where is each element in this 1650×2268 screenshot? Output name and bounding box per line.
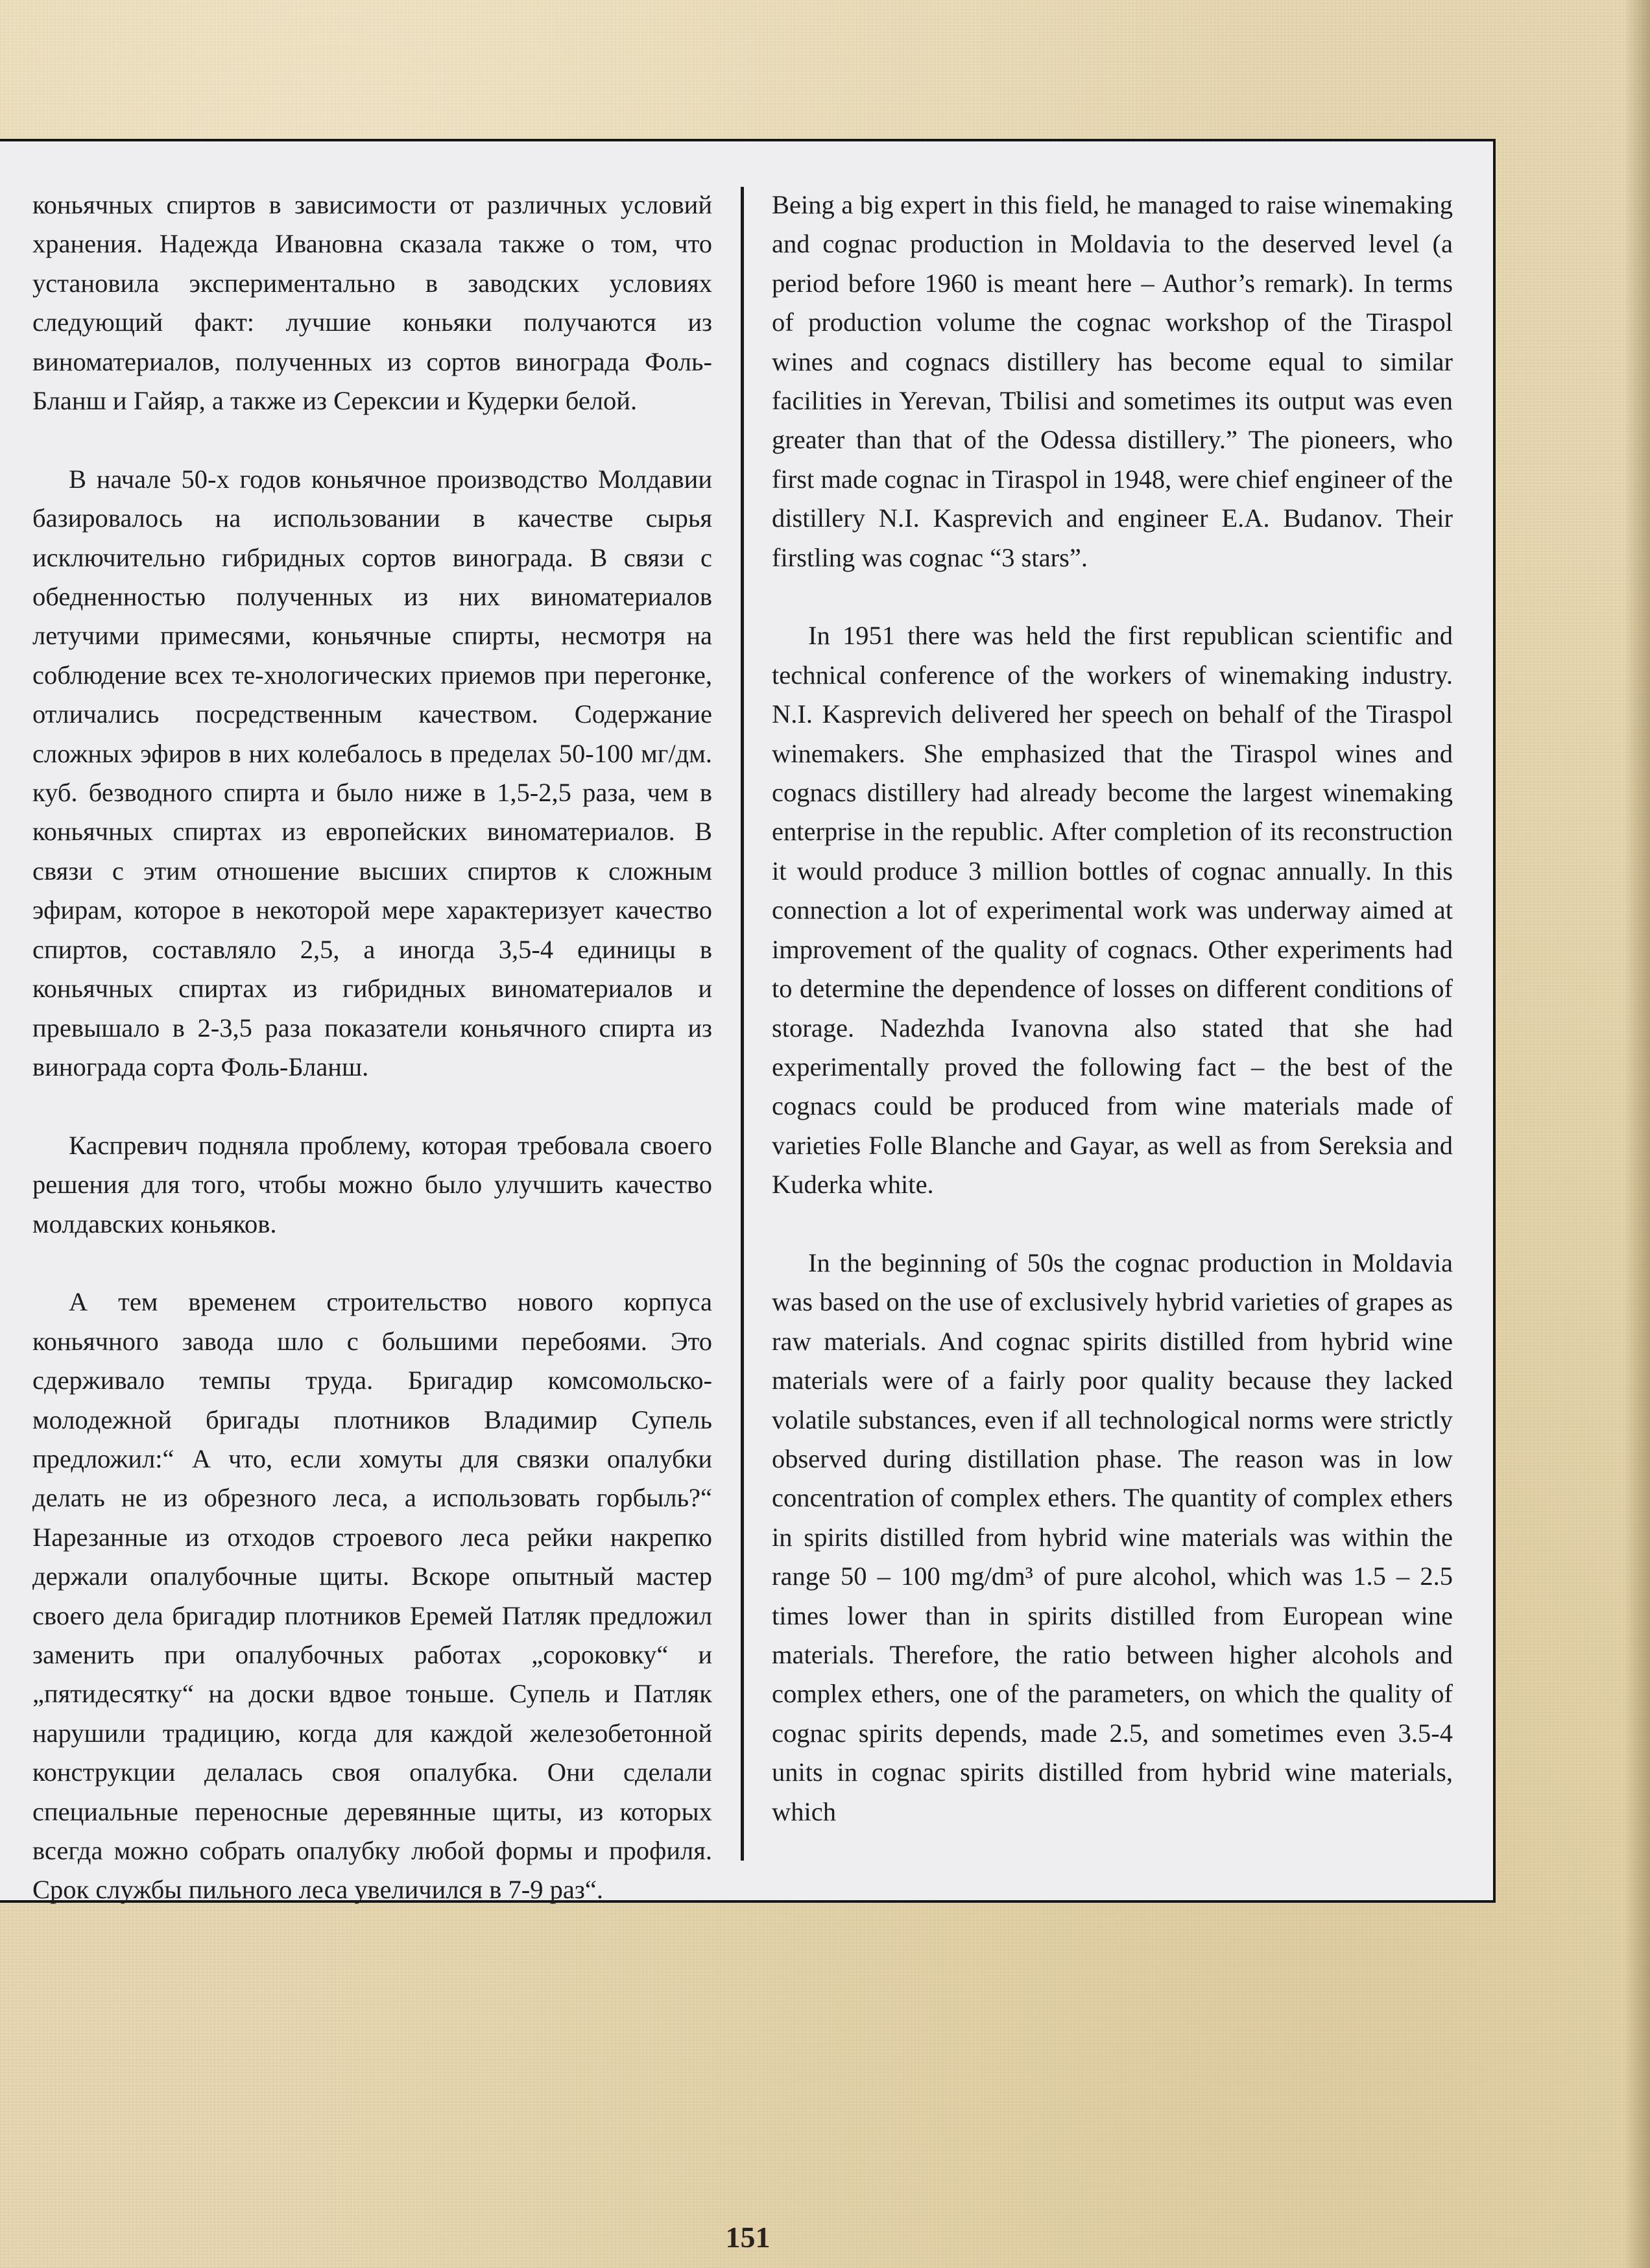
paragraph: In the beginning of 50s the cognac production in Moldavia was based on the use of exclusively hybrid varieties of grapes as raw materials. And cognac spirits distilled from hybrid wine materials were of a fairly poor quality because they lacked volatile substances, even if all technological norms were strictly observed during distillation phase. The reason was in low concentration of complex ethers. The quantity of complex ethers in spirits distilled from hybrid wine materials was within the range 50 – 100 mg/dm³ of pure alcohol, which was 1.5 – 2.5 times lower than in spirits distilled from European wine materials. Therefore, the ratio between higher alcohols and complex ethers, one of the parameters, on which the quality of cognac spirits depends, made 2.5, and sometimes even 3.5-4 units in cognac spirits distilled from hybrid wine materials, which <box>772 1248 1453 1826</box>
text-frame <box>0 139 1496 1903</box>
paragraph: Каспревич подняла проблему, которая требовала своего решения для того, чтобы можно было улучшить качество молдавских коньяков. <box>32 1130 712 1238</box>
right-column-english <box>772 186 1453 1831</box>
page-spine-shadow <box>1624 0 1650 2268</box>
paragraph: коньячных спиртов в зависимости от различных условий хранения. Надежда Ивановна сказала также о том, что установила экспериментально в заводских условиях следующий факт: лучшие коньяки получаются из виноматериалов, полученных из сортов винограда Фоль-Бланш и Гайяр, а также из Серексии и Кудерки белой. <box>32 190 712 416</box>
column-divider <box>741 187 744 1861</box>
paragraph: В начале 50-х годов коньячное производство Молдавии базировалось на использовании в качестве сырья исключительно гибридных сортов винограда. В связи с обедненностью полученных из них виноматериалов летучими примесями, коньячные спирты, несмотря на соблюдение всех те-хнологических приемов при перегонке, отличались посредственным качеством. Содержание сложных эфиров в них колебалось в пределах 50-100 мг/дм. куб. безводного спирта и было ниже в 1,5-2,5 раза, чем в коньячных спиртах из европейских виноматериалов. В связи с этим отношение высших спиртов к сложным эфирам, которое в некоторой мере характеризует качество спиртов, составляло 2,5, а иногда 3,5-4 единицы в коньячных спиртах из гибридных виноматериалов и превышало в 2-3,5 раза показатели коньячного спирта из винограда сорта Фоль-Бланш. <box>32 464 712 1081</box>
paragraph: А тем временем строительство нового корпуса коньячного завода шло с большими перебоями. Это сдерживало темпы труда. Бригадир комсомольско-молодежной бригады плотников Владимир Супель предложил:“ А что, если хомуты для связки опалубки делать не из обрезного леса, а использовать горбыль?“ Нарезанные из отходов строевого леса рейки накрепко держали опалубочные щиты. Вскоре опытный мастер своего дела бригадир плотников Еремей Патляк предложил заменить при опалубочных работах „сороковку“ и „пятидесятку“ на доски вдвое тоньше. Супель и Патляк нарушили традицию, когда для каждой железобетонной конструкции делалась своя опалубка. Они сделали специальные переносные деревянные щиты, из которых всегда можно собрать опалубку любой формы и профиля. Срок службы пильного леса увеличился в 7-9 раз“. <box>32 1287 712 1905</box>
page-number: 151 <box>725 2221 771 2254</box>
paragraph: In 1951 there was held the first republican scientific and technical conference of the workers of winemaking industry. N.I. Kasprevich delivered her speech on behalf of the Tiraspol winemakers. She emphasized that the Tiraspol wines and cognacs distillery had already become the largest winemaking enterprise in the republic. After completion of its reconstruction it would produce 3 million bottles of cognac annually. In this connection a lot of experimental work was underway aimed at improvement of the quality of cognacs. Other experiments had to determine the dependence of losses on different conditions of storage. Nadezhda Ivanovna also stated that she had experimentally proved the following fact – the best of the cognacs could be produced from wine materials made of varieties Folle Blanche and Gayar, as well as from Sereksia and Kuderka white. <box>772 621 1453 1200</box>
left-column-russian <box>32 186 712 1910</box>
paragraph: Being a big expert in this field, he managed to raise winemaking and cognac production in Moldavia to the deserved level (a period before 1960 is meant here – Author’s remark). In terms of production volume the cognac workshop of the Tiraspol wines and cognacs distillery has become equal to similar facilities in Yerevan, Tbilisi and sometimes its output was even greater than that of the Odessa distillery.” The pioneers, who first made cognac in Tiraspol in 1948, were chief engineer of the distillery N.I. Kasprevich and engineer E.A. Budanov. Their firstling was cognac “3 stars”. <box>772 190 1453 572</box>
